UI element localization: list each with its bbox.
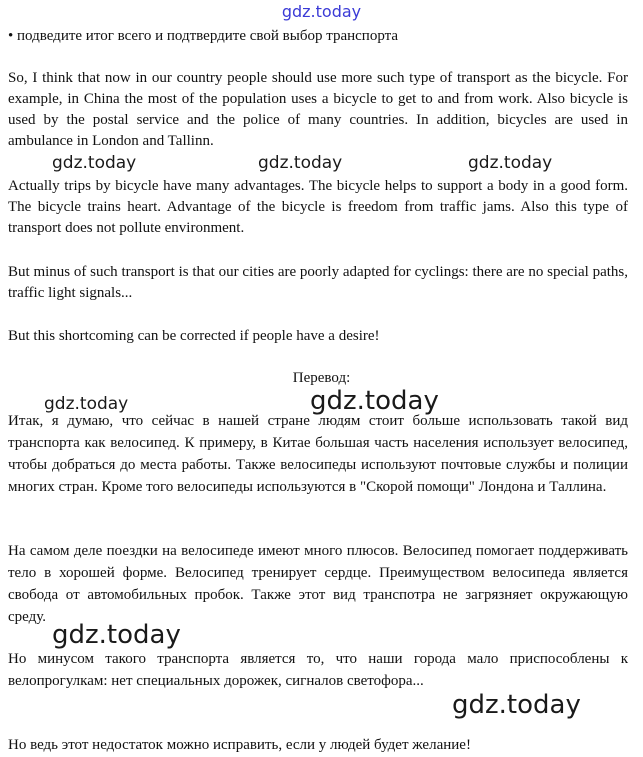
watermark: gdz.today <box>310 386 439 416</box>
english-paragraph-1: So, I think that now in our country people should use more such type of transport as the bicycle. For example, in China the most of the population uses a bicycle to get to and from work. Also bicycle is used by the postal service and the police of many countries. In addition, bicycles are used in ambulance in London and Tallinn. <box>8 70 628 149</box>
watermark: gdz.today <box>468 153 553 173</box>
russian-paragraph-2: На самом деле поездки на велосипеде имеют много плюсов. Велосипед помогает поддерживать тело в хорошей форме. Велосипед тренирует сердце. Преимуществом велосипеда является свобода от автомобильных пробок. Также этот вид транспотра не загрязняет окружающую среду. <box>8 543 628 625</box>
watermark: gdz.today <box>44 394 129 414</box>
watermark: gdz.today <box>258 153 343 173</box>
russian-paragraph-4: Но ведь этот недостаток можно исправить, если у людей будет желание! <box>8 737 471 753</box>
watermark-top: gdz.today <box>281 2 362 21</box>
watermark: gdz.today <box>52 620 181 650</box>
translation-heading: Перевод: <box>292 370 351 386</box>
english-paragraph-2: Actually trips by bicycle have many advantages. The bicycle helps to support a body in a good form. The bicycle trains heart. Advantage of the bicycle is freedom from traffic jams. Also this type of transport does not pollute environment. <box>8 178 628 236</box>
english-paragraph-4: But this shortcoming can be corrected if people have a desire! <box>8 328 380 344</box>
english-paragraph-3: But minus of such transport is that our cities are poorly adapted for cyclings: there are no special paths, traffic light signals... <box>8 264 628 301</box>
bullet-instruction: • подведите итог всего и подтвердите свой выбор транспорта <box>8 28 399 44</box>
russian-paragraph-3: Но минусом такого транспорта является то, что наши города мало приспособлены к велопрогулкам: нет специальных дорожек, сигналов светофора... <box>8 651 628 689</box>
watermark: gdz.today <box>52 153 137 173</box>
russian-paragraph-1: Итак, я думаю, что сейчас в нашей стране людям стоит больше использовать такой вид транспорта как велосипед. К примеру, в Китае большая часть населения использует велосипед, чтобы добраться до места работы. Также велосипеды используют почтовые службы и полиции многих стран. Кроме того велосипеды используются в "Скорой помощи" Лондона и Таллина. <box>8 413 628 495</box>
watermark: gdz.today <box>452 690 581 720</box>
